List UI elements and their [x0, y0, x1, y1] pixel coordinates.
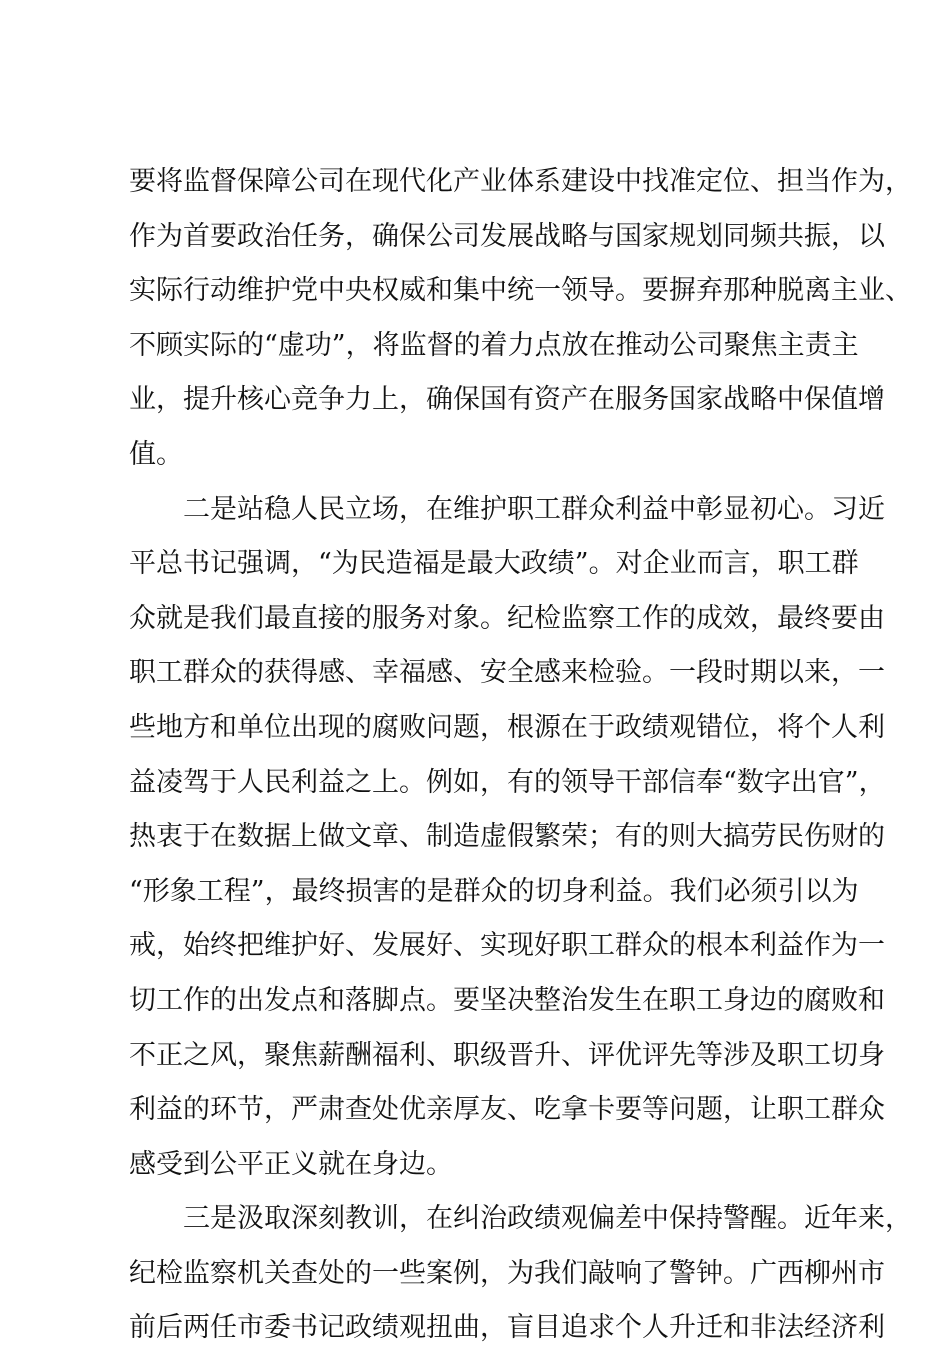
- paragraph-line: 前后两任市委书记政绩观扭曲，盲目追求个人升迁和非法经济利: [129, 1312, 885, 1344]
- paragraph-line: 平总书记强调，“为民造福是最大政绩”。对企业而言，职工群: [129, 548, 859, 580]
- paragraph-2: [129, 483, 886, 1193]
- paragraph-line: 不顾实际的“虚功”，将监督的着力点放在推动公司聚焦主责主: [129, 329, 859, 361]
- paragraph-line: “形象工程”，最终损害的是群众的切身利益。我们必须引以为: [129, 875, 859, 907]
- paragraph-line: 作为首要政治任务，确保公司发展战略与国家规划同频共振，以: [129, 220, 885, 252]
- paragraph-line: 众就是我们最直接的服务对象。纪检监察工作的成效，最终要由: [129, 602, 885, 634]
- paragraph-line: 些地方和单位出现的腐败问题，根源在于政绩观错位，将个人利: [129, 711, 885, 743]
- paragraph-line: 益凌驾于人民利益之上。例如，有的领导干部信奉“数字出官”，: [129, 766, 886, 798]
- paragraph-line: 实际行动维护党中央权威和集中统一领导。要摒弃那种脱离主业、: [129, 275, 912, 307]
- paragraph-line: 利益的环节，严肃查处优亲厚友、吃拿卡要等问题，让职工群众: [129, 1094, 885, 1126]
- paragraph-line: 三是汲取深刻教训，在纠治政绩观偏差中保持警醒。近年来，: [183, 1203, 912, 1235]
- paragraph-line: 切工作的出发点和落脚点。要坚决整治发生在职工身边的腐败和: [129, 984, 885, 1016]
- paragraph-3: [129, 1192, 912, 1356]
- paragraph-line: 热衷于在数据上做文章、制造虚假繁荣；有的则大搞劳民伤财的: [129, 821, 885, 853]
- paragraph-line: 职工群众的获得感、幸福感、安全感来检验。一段时期以来，一: [129, 657, 885, 689]
- paragraph-1: [129, 155, 912, 483]
- paragraph-line: 纪检监察机关查处的一些案例，为我们敲响了警钟。广西柳州市: [129, 1257, 885, 1289]
- paragraph-line: 感受到公平正义就在身边。: [129, 1148, 453, 1180]
- body-text: [129, 155, 912, 1356]
- paragraph-line: 不正之风，聚焦薪酬福利、职级晋升、评优评先等涉及职工切身: [129, 1039, 885, 1071]
- paragraph-line: 要将监督保障公司在现代化产业体系建设中找准定位、担当作为，: [129, 166, 912, 197]
- paragraph-line: 二是站稳人民立场，在维护职工群众利益中彰显初心。习近: [183, 493, 885, 525]
- paragraph-line: 业，提升核心竞争力上，确保国有资产在服务国家战略中保值增: [129, 384, 885, 416]
- paragraph-line: 值。: [129, 438, 183, 470]
- paragraph-line: 戒，始终把维护好、发展好、实现好职工群众的根本利益作为一: [129, 930, 885, 962]
